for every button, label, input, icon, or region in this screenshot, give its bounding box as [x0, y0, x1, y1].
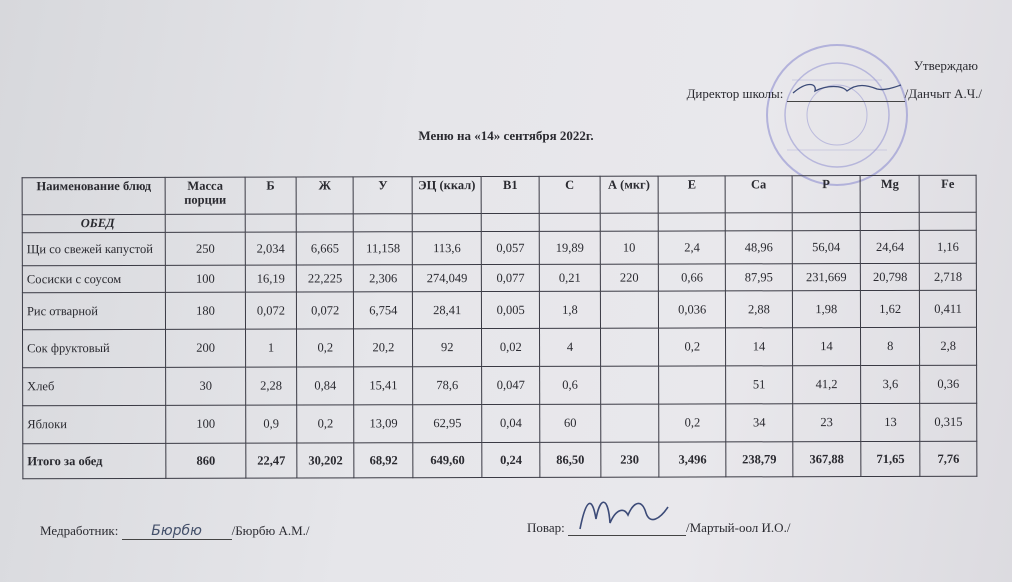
cell: 28,41 [413, 292, 482, 329]
cell: 13,09 [354, 405, 413, 443]
cell: 0,411 [920, 290, 977, 327]
col-header: А (мкг) [600, 176, 659, 213]
cell [600, 366, 659, 404]
cell: 11,158 [354, 232, 413, 265]
medic-signature-block [40, 523, 310, 540]
cell: 2,8 [920, 327, 977, 365]
total-cell: 3,496 [659, 442, 726, 477]
cell: 2,306 [354, 265, 413, 292]
cell: 0,2 [659, 404, 726, 442]
cell: 0,6 [540, 366, 600, 404]
cell: 231,669 [792, 264, 861, 291]
cell: 0,36 [920, 365, 977, 403]
cell: 0,04 [482, 404, 540, 442]
cell: 8 [861, 327, 920, 365]
cell: 0,66 [658, 264, 725, 291]
cell: 20,798 [861, 263, 920, 290]
approve-label: Утверждаю [913, 58, 978, 73]
cell: 62,95 [413, 405, 482, 443]
cell: 14 [792, 328, 861, 366]
total-cell: 71,65 [861, 441, 920, 476]
col-header: Б [245, 177, 296, 214]
col-header: С [539, 176, 599, 213]
total-cell: 860 [166, 443, 246, 478]
cell: 0,057 [481, 231, 539, 264]
cell: 56,04 [792, 231, 861, 264]
col-header: Mg [860, 175, 919, 212]
cell: 1,62 [861, 290, 920, 327]
cell: 34 [726, 404, 792, 442]
cook-name: /Мартый-оол И.О./ [686, 520, 791, 535]
cell: 23 [792, 404, 861, 442]
total-row [23, 441, 977, 478]
cell: 22,225 [296, 265, 353, 292]
cell: 87,95 [726, 264, 792, 291]
total-label: Итого за обед [23, 443, 166, 478]
col-header: Наименование блюд [22, 177, 165, 214]
cell: 14 [726, 328, 792, 366]
cell: 60 [540, 404, 600, 442]
col-header: ЭЦ (ккал) [412, 177, 481, 214]
menu-table [22, 175, 978, 479]
cell: 0,072 [245, 292, 296, 329]
cell: 48,96 [726, 231, 792, 264]
cell [600, 404, 659, 442]
col-header: В1 [481, 176, 539, 213]
total-cell: 22,47 [246, 443, 297, 478]
col-header: P [792, 176, 861, 213]
col-header: Fe [919, 175, 976, 212]
cell: 1,16 [920, 230, 977, 263]
cell: 0,9 [246, 405, 297, 443]
cell: 16,19 [245, 265, 296, 292]
total-cell: 86,50 [540, 442, 600, 477]
cook-label: Повар: [527, 520, 565, 535]
cell: 100 [166, 265, 246, 292]
cell: 0,2 [659, 328, 726, 366]
total-cell: 230 [600, 442, 659, 477]
cell: 1,98 [792, 291, 861, 328]
col-header: У [353, 177, 412, 214]
cell: 250 [166, 232, 246, 265]
cell [600, 291, 659, 328]
dish-name: Щи со свежей капустой [22, 232, 165, 265]
col-header: Ж [296, 177, 353, 214]
cell: 0,02 [482, 328, 540, 366]
dish-name: Хлеб [23, 367, 166, 405]
table-row [23, 365, 977, 405]
cell: 19,89 [540, 231, 600, 264]
total-cell: 238,79 [726, 442, 792, 477]
total-cell: 367,88 [792, 442, 861, 477]
cell: 51 [726, 366, 792, 404]
cook-signature [572, 489, 690, 537]
cell: 2,718 [920, 263, 977, 290]
table-row [22, 290, 976, 329]
cell: 0,005 [481, 291, 539, 328]
cell: 2,88 [726, 291, 792, 328]
table-row [23, 403, 977, 443]
total-cell: 649,60 [413, 443, 482, 478]
total-cell: 30,202 [297, 443, 354, 478]
director-line [687, 86, 982, 102]
cook-signature-block [527, 519, 790, 536]
col-header: Е [658, 176, 725, 213]
cell: 0,036 [659, 291, 726, 328]
cell: 6,665 [296, 232, 353, 265]
cell: 2,28 [245, 367, 296, 405]
dish-name: Яблоки [23, 405, 166, 443]
cell: 78,6 [413, 367, 482, 405]
cell: 220 [600, 264, 659, 291]
director-name: /Данчыт А.Ч./ [904, 86, 982, 101]
total-cell: 68,92 [354, 443, 413, 478]
cell: 0,2 [297, 329, 354, 367]
col-header: Ca [725, 176, 791, 213]
table-header-row [22, 175, 976, 214]
cell: 24,64 [860, 230, 919, 263]
total-cell: 0,24 [482, 442, 540, 477]
cell: 100 [166, 405, 246, 443]
cell: 274,049 [413, 265, 482, 292]
cell: 200 [166, 329, 246, 367]
school-stamp [762, 40, 912, 190]
cell: 0,047 [482, 366, 540, 404]
cell: 0,315 [920, 403, 977, 441]
col-header: Масса порции [165, 177, 245, 214]
cell [659, 366, 726, 404]
dish-name: Рис отварной [22, 292, 165, 329]
cell: 0,2 [297, 405, 354, 443]
cell: 113,6 [413, 232, 482, 265]
director-signature [787, 79, 905, 99]
cell: 30 [166, 367, 246, 405]
medic-signature: Бюрбю [151, 523, 202, 539]
cell: 3,6 [861, 365, 920, 403]
cell: 0,84 [297, 367, 354, 405]
cell: 15,41 [354, 367, 413, 405]
cell: 180 [166, 292, 246, 329]
table-row [22, 263, 976, 292]
cell: 0,21 [540, 264, 600, 291]
medic-label: Медработник: [40, 523, 119, 538]
cell: 92 [413, 329, 482, 367]
cell: 2,4 [658, 231, 725, 264]
cell: 1 [245, 329, 296, 367]
director-label: Директор школы: [686, 86, 784, 101]
cook-signature-line [568, 519, 686, 536]
cell: 4 [540, 328, 600, 366]
cell: 0,077 [481, 264, 539, 291]
cell: 20,2 [354, 329, 413, 367]
medic-signature-line [122, 523, 232, 540]
table-row [22, 230, 976, 265]
table-row [23, 327, 977, 367]
page-title: Меню на «14» сентября 2022г. [418, 128, 594, 143]
cell: 6,754 [354, 292, 413, 329]
cell: 0,072 [296, 292, 353, 329]
cell: 13 [861, 403, 920, 441]
dish-name: Сок фруктовый [23, 329, 166, 367]
total-cell: 7,76 [920, 441, 977, 476]
director-signature-line [787, 87, 905, 102]
dish-name: Сосиски с соусом [22, 265, 165, 292]
cell: 41,2 [792, 366, 861, 404]
section-label: ОБЕД [22, 214, 165, 232]
cell: 10 [600, 231, 659, 264]
cell: 1,8 [540, 291, 600, 328]
cell: 2,034 [245, 232, 296, 265]
medic-name: /Бюрбю А.М./ [231, 523, 310, 538]
cell [600, 328, 659, 366]
